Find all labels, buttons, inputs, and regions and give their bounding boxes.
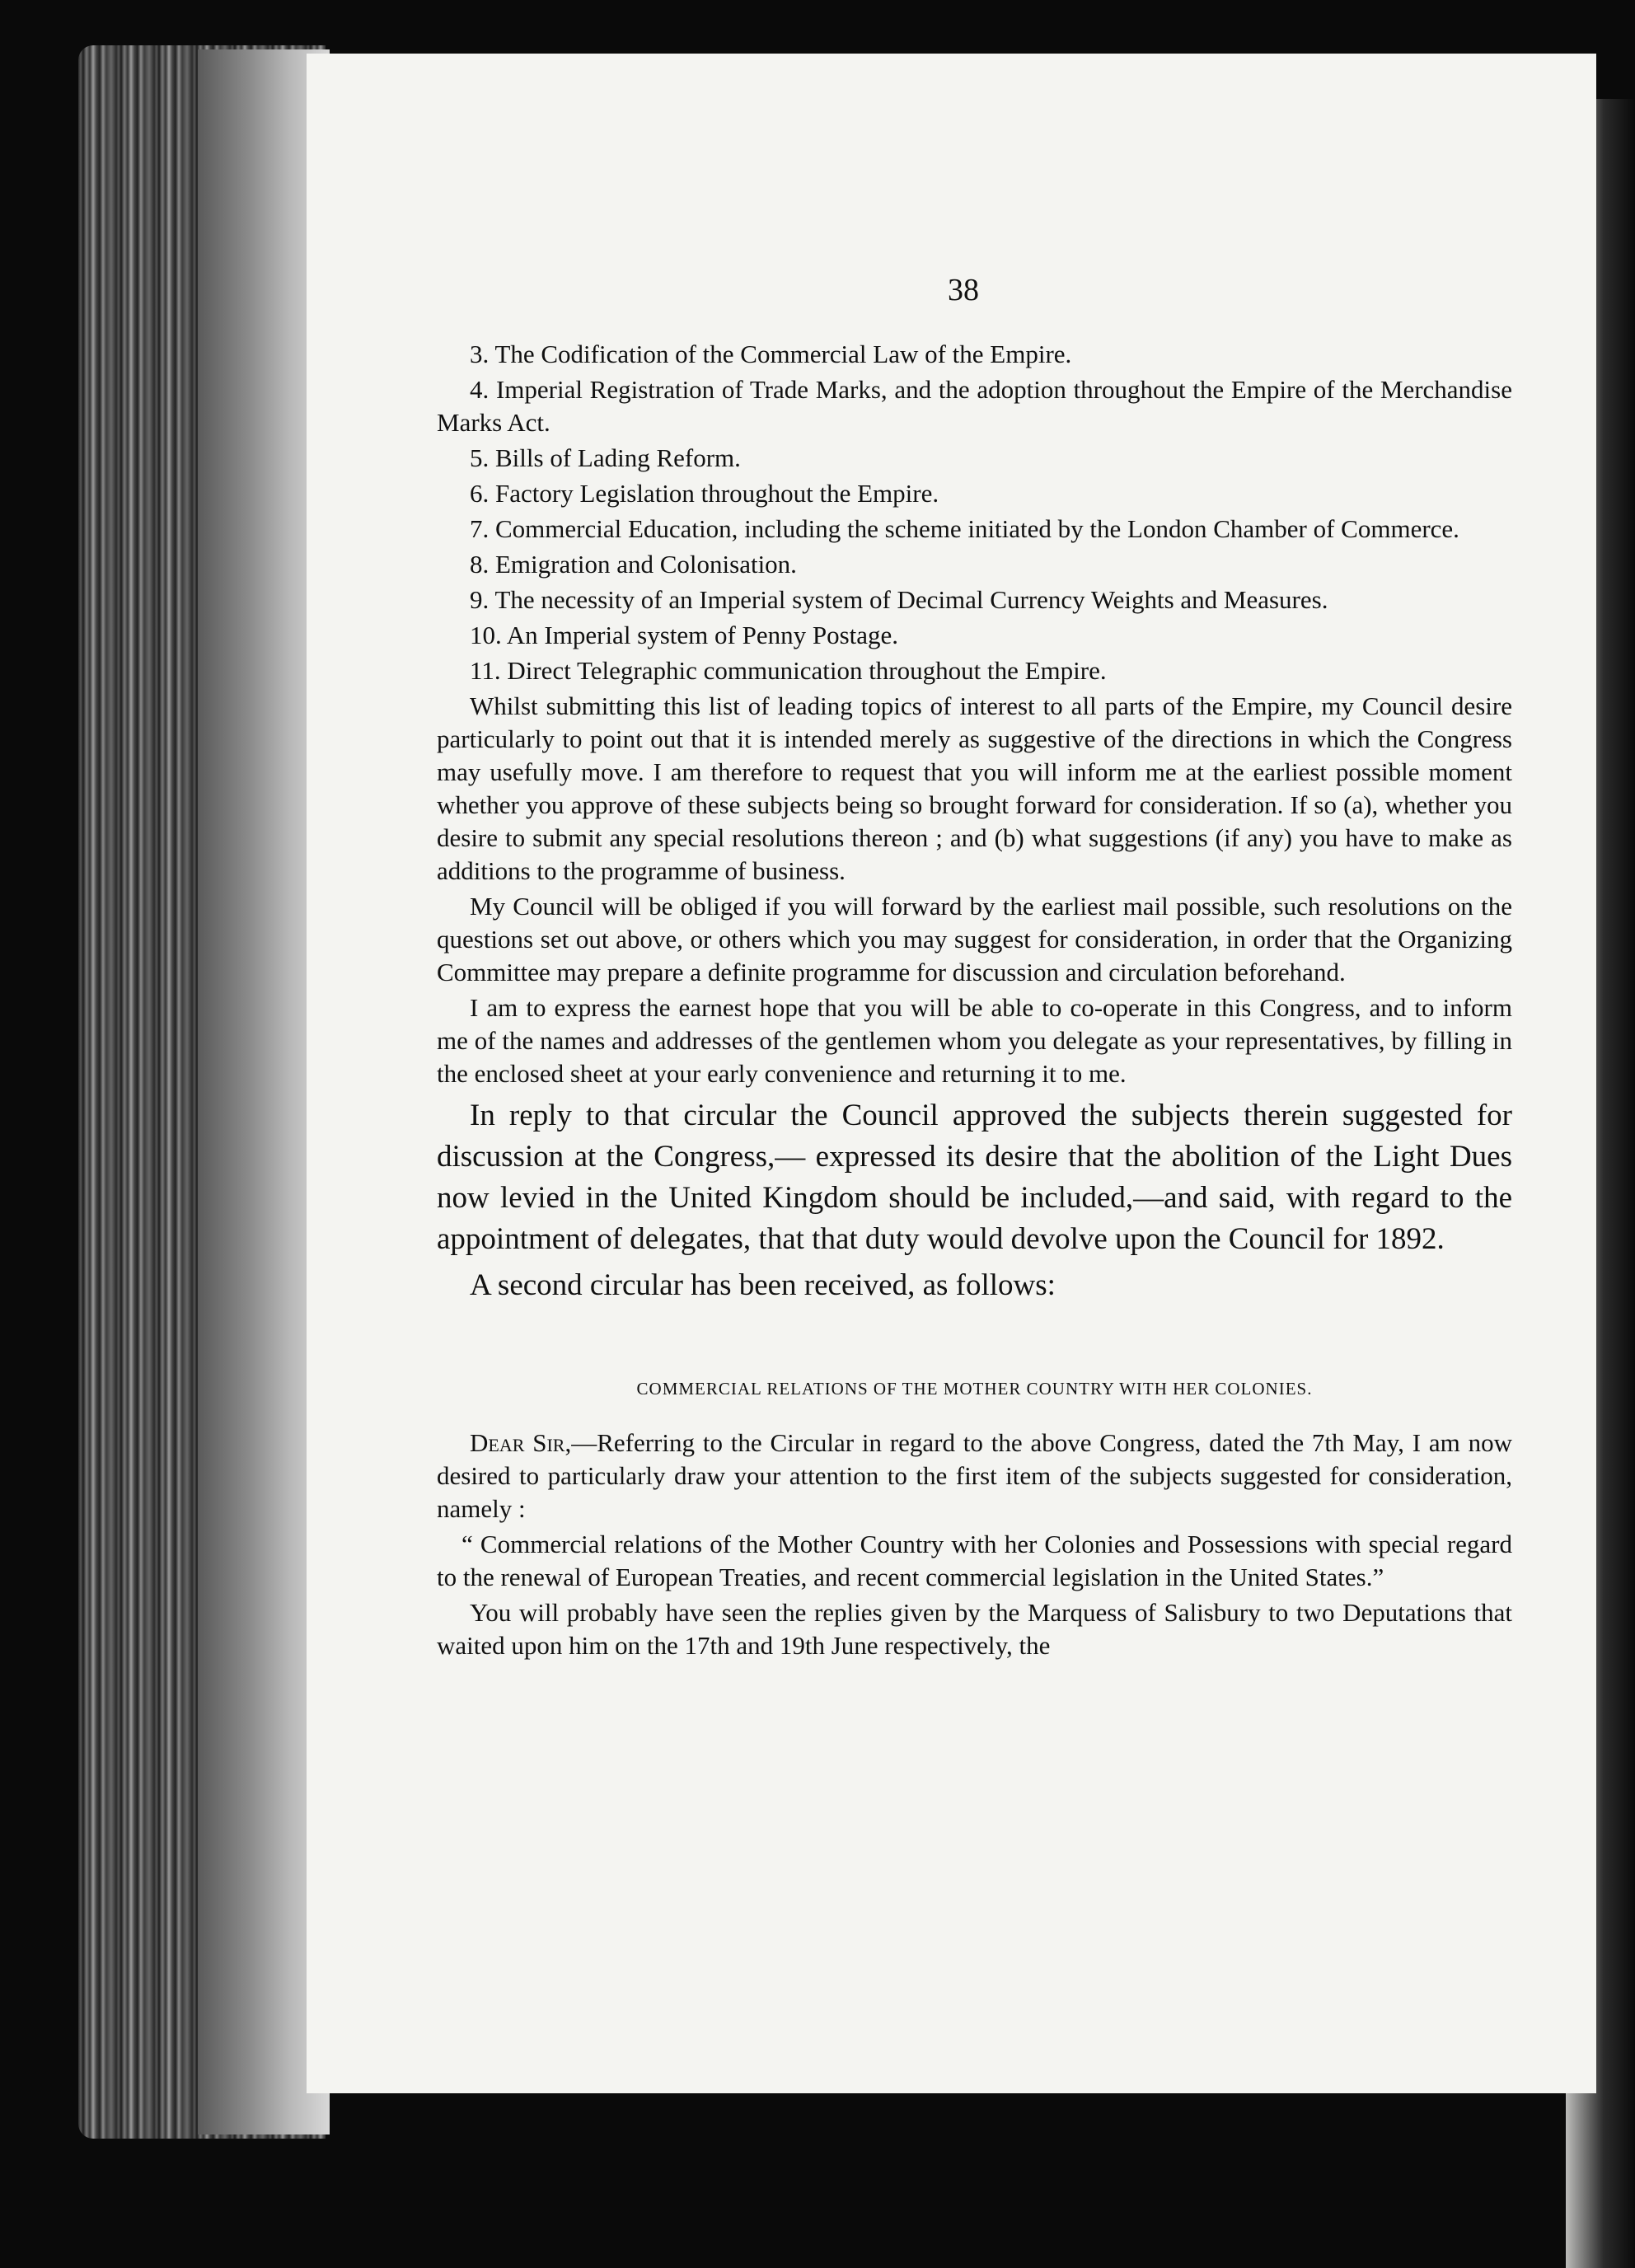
paragraph-earnest-hope: I am to express the earnest hope that you will be able to co-operate in this Congress, and to inform me of the names and addresses of the gentlemen whom you delegate as your representatives, by filling in the enclosed sheet at your early convenience and returning it to me. [437,993,1512,1088]
page-number: 38 [948,273,979,307]
page-text [437,338,1512,1665]
list-item-10: 10. An Imperial system of Penny Postage. [470,621,899,649]
section-heading: COMMERCIAL RELATIONS OF THE MOTHER COUNTRY WITH HER COLONIES. [636,1379,1313,1399]
list-item-6: 6. Factory Legislation throughout the Empire. [470,479,939,508]
letter-closing: You will probably have seen the replies given by the Marquess of Salisbury to two Deputations that waited upon him on the 17th and 19th June respectively, the [437,1598,1512,1660]
list-item-11: 11. Direct Telegraphic communication throughout the Empire. [470,656,1107,685]
paragraph-council-obliged: My Council will be obliged if you will forward by the earliest mail possible, such resolutions on the questions set out above, or others which you may suggest for consideration, in order that the Organizing Committee may prepare a definite programme for discussion and circulation beforehand. [437,892,1512,986]
paragraph-whilst-submitting: Whilst submitting this list of leading topics of interest to all parts of the Empire, my Council desire particularly to point out that it is intended merely as suggestive of the directions in which the Congress may usefully move. I am therefore to request that you will inform me at the earliest possible moment whether you approve of these subjects being so brought forward for consideration. If so (a), whether you desire to submit any special resolutions thereon ; and (b) what suggestions (if any) you have to make as additions to the programme of business. [437,691,1512,885]
list-item-8: 8. Emigration and Colonisation. [470,550,797,579]
list-item-4: 4. Imperial Registration of Trade Marks, and the adoption throughout the Empire of the Merchandise Marks Act. [437,375,1512,437]
list-item-5: 5. Bills of Lading Reform. [470,443,741,472]
paragraph-second-circular: A second circular has been received, as follows: [470,1268,1056,1302]
list-item-9: 9. The necessity of an Imperial system of Decimal Currency Weights and Measures. [470,585,1328,614]
letter-quote: “ Commercial relations of the Mother Country with her Colonies and Possessions with special regard to the renewal of European Treaties, and recent commercial legislation in the United States.” [437,1530,1512,1591]
letter-opening [437,1427,1512,1525]
letter-opening-text: —Referring to the Circular in regard to the above Congress, dated the 7th May, I am now desired to particularly draw your attention to the first item of the subjects suggested for consideration, namely : [437,1428,1512,1523]
list-item-3: 3. The Codification of the Commercial Law of the Empire. [470,340,1072,368]
letter-salutation: Dear Sir, [470,1428,572,1457]
paragraph-reply: In reply to that circular the Council approved the subjects therein suggested for discussion at the Congress,— expressed its desire that the abolition of the Light Dues now levied in the United Kingdom should be included,—and said, with regard to the appointment of delegates, that that duty would devolve upon the Council for 1892. [437,1099,1512,1256]
list-item-7: 7. Commercial Education, including the scheme initiated by the London Chamber of Commerce. [470,514,1459,543]
